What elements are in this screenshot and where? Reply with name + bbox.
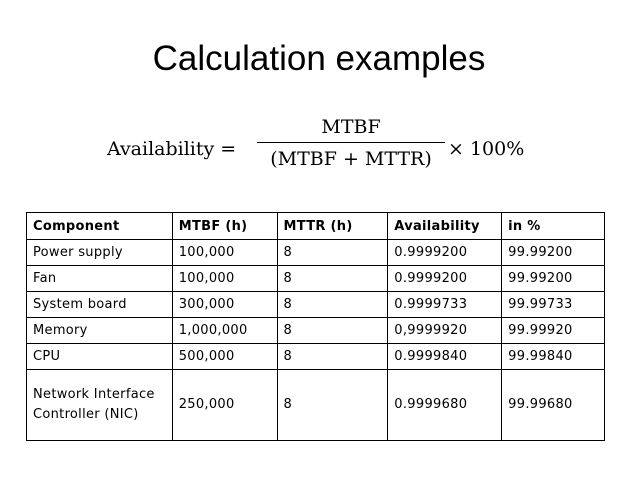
table-row bbox=[27, 266, 605, 292]
formula-lhs: Availability = bbox=[107, 138, 237, 160]
table-row bbox=[27, 344, 605, 370]
cell-mttr: 8 bbox=[277, 344, 388, 370]
formula-fraction bbox=[257, 114, 445, 172]
cell-percent: 99.99200 bbox=[502, 240, 605, 266]
cell-percent: 99.99200 bbox=[502, 266, 605, 292]
slide-title: Calculation examples bbox=[152, 39, 486, 78]
cell-mtbf: 100,000 bbox=[172, 266, 277, 292]
table-row bbox=[27, 292, 605, 318]
availability-table bbox=[26, 212, 605, 441]
cell-mttr: 8 bbox=[277, 240, 388, 266]
cell-mttr: 8 bbox=[277, 266, 388, 292]
cell-percent: 99.99920 bbox=[502, 318, 605, 344]
formula-rhs: × 100% bbox=[448, 138, 525, 160]
cell-component: System board bbox=[27, 292, 173, 318]
cell-mttr: 8 bbox=[277, 370, 388, 441]
header-mttr: MTTR (h) bbox=[277, 213, 388, 240]
cell-component: Fan bbox=[27, 266, 173, 292]
cell-mtbf: 500,000 bbox=[172, 344, 277, 370]
cell-component: Network Interface Controller (NIC) bbox=[27, 370, 173, 441]
cell-percent: 99.99733 bbox=[502, 292, 605, 318]
cell-availability: 0.9999200 bbox=[388, 266, 502, 292]
cell-component: CPU bbox=[27, 344, 173, 370]
header-component: Component bbox=[27, 213, 173, 240]
header-mtbf: MTBF (h) bbox=[172, 213, 277, 240]
cell-mtbf: 100,000 bbox=[172, 240, 277, 266]
cell-mttr: 8 bbox=[277, 292, 388, 318]
cell-mtbf: 300,000 bbox=[172, 292, 277, 318]
cell-availability: 0.9999840 bbox=[388, 344, 502, 370]
formula-numerator: MTBF bbox=[321, 116, 381, 138]
cell-mtbf: 1,000,000 bbox=[172, 318, 277, 344]
cell-component: Memory bbox=[27, 318, 173, 344]
formula-denominator: (MTBF + MTTR) bbox=[270, 148, 432, 170]
cell-availability: 0.9999680 bbox=[388, 370, 502, 441]
table-row bbox=[27, 240, 605, 266]
cell-availability: 0,9999920 bbox=[388, 318, 502, 344]
cell-availability: 0.9999200 bbox=[388, 240, 502, 266]
header-percent: in % bbox=[502, 213, 605, 240]
table-row bbox=[27, 318, 605, 344]
cell-component: Power supply bbox=[27, 240, 173, 266]
header-availability: Availability bbox=[388, 213, 502, 240]
cell-mtbf: 250,000 bbox=[172, 370, 277, 441]
fraction-bar bbox=[257, 142, 445, 143]
table-row bbox=[27, 370, 605, 441]
cell-percent: 99.99840 bbox=[502, 344, 605, 370]
cell-percent: 99.99680 bbox=[502, 370, 605, 441]
cell-availability: 0.9999733 bbox=[388, 292, 502, 318]
availability-formula bbox=[107, 108, 547, 188]
cell-mttr: 8 bbox=[277, 318, 388, 344]
table-header-row bbox=[27, 213, 605, 240]
